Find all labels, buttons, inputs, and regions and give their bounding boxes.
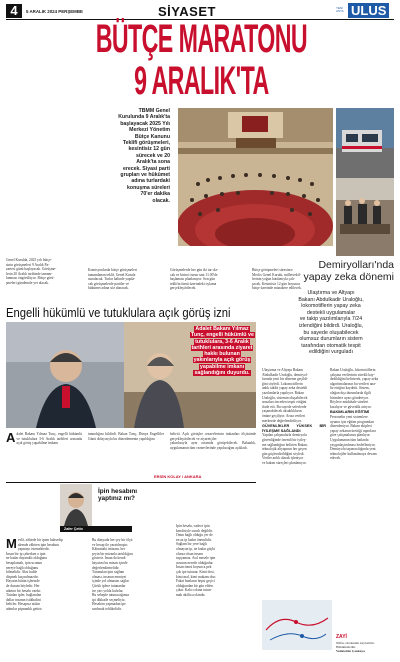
issue-date: 5 ARALIK 2024 PERŞEMBE bbox=[26, 9, 83, 14]
body-line: içinde yol almasını sağlar. bbox=[92, 579, 130, 584]
body-line: olmayan ip, ne kadar güçlü bbox=[176, 546, 216, 551]
lead-line: edildiğini vurguladı bbox=[309, 349, 353, 356]
rail-map-graphic bbox=[262, 600, 332, 650]
body-line: arızaları önceden tespit ettiğini bbox=[262, 400, 307, 405]
body-line: larında yeni bir döneme geçildi- bbox=[262, 377, 309, 382]
body-line: şmeleri gündemde yer alacak. bbox=[6, 280, 49, 285]
body-line: değerlendirmelidir. bbox=[92, 565, 120, 570]
body-line: Görüşmelerde her gün iki tur ola- bbox=[170, 268, 219, 272]
body-column bbox=[6, 538, 86, 612]
body-line: lerinin yoğun katılımıyla çalı- bbox=[252, 277, 296, 282]
body-line: hükümet adına söz alınacak. bbox=[88, 286, 129, 291]
body-line: Uygulamanın tüm hatlarda bbox=[330, 437, 369, 442]
body-line: teknolojiler kullanılmaya devam bbox=[330, 451, 377, 456]
lead-line: adına turlardaki bbox=[131, 178, 170, 185]
body-line: Genel Kurulda, 2025 yılı bütçe- bbox=[6, 258, 52, 262]
body-line: Onun bağlı olduğu yer de bbox=[176, 533, 213, 538]
page-header bbox=[6, 4, 394, 18]
column-body bbox=[6, 524, 256, 656]
body-line: başlaması planlanıyor. Son gün bbox=[170, 277, 215, 282]
logo-small-text: YENİ ASYA bbox=[336, 6, 344, 14]
body-line: Komisyonlarda bütçe görüşmeleri bbox=[88, 268, 137, 272]
dropcap: A bbox=[6, 432, 16, 445]
body-line: belirler. Hesapsız atılan bbox=[6, 602, 40, 607]
body-column bbox=[176, 524, 256, 598]
lead-line: grupları ve hükümet bbox=[120, 172, 170, 179]
body-column bbox=[88, 432, 164, 441]
body-line: olması, insanın emniyet bbox=[92, 574, 127, 579]
body-line: Hayatın bütün işlerinde bbox=[6, 579, 40, 584]
body-column bbox=[262, 368, 326, 465]
body-paragraph: dalet Bakanı Yılmaz Tunç, engelli hükümlü ve tutuklulara 3-6 Aralık tarihleri arasında açık görüş yapabilme imkanı bbox=[16, 432, 82, 446]
body-line: bütçe üzerinde müzakere edilecek. bbox=[252, 286, 302, 291]
body-line: İnsan bir ip çekerken o ipin bbox=[6, 551, 46, 556]
right-story-body bbox=[262, 368, 394, 600]
story2-byline: ERSİN KOLAY / ANKARA bbox=[154, 474, 202, 479]
page-number: 4 bbox=[6, 4, 22, 18]
body-line: yazılımlarla yapılıyor. Bakan bbox=[262, 390, 304, 395]
body-line: lerin 20 Aralık tarihinde tamam- bbox=[6, 271, 53, 276]
body-line: ne kadar dayanıklı olduğunu bbox=[6, 556, 48, 561]
body-line: çalışma verilerinin sürekli kay- bbox=[330, 372, 375, 377]
body-line: bilmelidir. Aksi halde bbox=[6, 570, 38, 575]
body-line: Bu sebeple tutunacağımız bbox=[92, 593, 130, 598]
body-line: yapay zekanın ürettiği raporlara bbox=[330, 428, 376, 433]
body-line: ve bakım süreçleri planlanıyor. bbox=[262, 460, 307, 465]
body-line: hayatını bu mizan içinde bbox=[92, 560, 128, 565]
body-line: ipi dikkatle seçmeliyiz. bbox=[92, 597, 126, 602]
quote-text: Adalet Bakanı Yılmaz Tunç, engelli hükümlü ve tutuklulara, 3-6 Aralık tarihleri arasında ziyaret hakkı bulunan yakınlarıyla açık görüş yapabilme imkanı sağlandığını duyurdu. bbox=[191, 326, 254, 377]
lead-line: Teklifi görüşmeleri, bbox=[122, 140, 170, 147]
body-column bbox=[330, 368, 394, 461]
body-line: sunulacak. Turlar halinde yapıla- bbox=[88, 277, 136, 282]
subheading: GÜVENLİKLER YÜKSEK BİR İYİLEŞME SAĞLANDI bbox=[262, 424, 326, 433]
lead-line: olacak. bbox=[152, 197, 170, 204]
body-line: Bakan Uraloğlu, lokomotiflerin bbox=[330, 368, 376, 372]
title-line: İpin hesabını bbox=[98, 488, 138, 495]
body-line: cak görüşmelerde partiler ve bbox=[88, 281, 130, 286]
body-paragraph: belirtti. Açık görüşler cezaevlerinin imkanları ölçüsünde gerçekleştirilecek ve ziyaretçiler bbox=[170, 432, 256, 441]
body-line: Böylece müdahale süreleri bbox=[330, 400, 369, 405]
lead-line: olumsuz durumların sistem bbox=[299, 336, 363, 343]
story2-quote bbox=[190, 326, 254, 376]
lead-line: ve takip yazılımlarıyla 7/24 bbox=[299, 316, 363, 323]
column-divider bbox=[6, 482, 256, 483]
notice-line: Vedatettin Çankaya bbox=[336, 649, 365, 654]
body-line: İpin hesabı, sadece ipin bbox=[176, 524, 210, 528]
dropcap: M bbox=[6, 538, 17, 551]
lead-line: izlendiğini bildirdi. Uraloğlu, bbox=[298, 322, 364, 329]
title-line: yaptınız mı? bbox=[98, 495, 135, 503]
column-author: Zafer Çetin bbox=[60, 526, 132, 532]
body-line: sarılmak tehlikelidir. bbox=[92, 606, 122, 611]
parliament-photo bbox=[178, 108, 333, 246]
minister-photo bbox=[6, 322, 124, 428]
right-story-lead bbox=[268, 290, 394, 356]
lead-line: bu sayede oluşabilecek bbox=[303, 329, 359, 336]
body-column bbox=[6, 432, 82, 446]
train-photo bbox=[336, 108, 394, 178]
story2-headline: Engelli hükümlü ve tutuklulara açık görüş izni bbox=[6, 306, 231, 320]
title-line: Demiryolları'nda bbox=[318, 259, 394, 271]
logo-main-text: ULUS bbox=[348, 3, 389, 18]
body-line: kimi mal, kimi makam olur. bbox=[176, 574, 217, 579]
body-line: algoritmalarının bu verileri ana- bbox=[330, 381, 377, 386]
meeting-photo bbox=[336, 178, 394, 256]
lead-line: Merkezi Yönetim bbox=[129, 127, 170, 134]
body-line: sinin görüşmeleri 9 Aralık Pa- bbox=[6, 262, 50, 267]
body-column bbox=[6, 258, 82, 286]
newspaper-logo bbox=[336, 4, 394, 18]
zayi-notice-title: ZAYİ bbox=[336, 634, 347, 640]
body-line: olursa olsun insanı bbox=[176, 551, 203, 556]
body-line: olduğundan bir gün elden bbox=[176, 583, 213, 588]
body-column bbox=[170, 268, 246, 291]
body-line: hesaplamalı, ipin ucunun bbox=[6, 560, 43, 565]
body-line: mak akıllıca olandır. bbox=[176, 592, 206, 597]
body-line: Kâinattaki intizam, her bbox=[92, 547, 126, 552]
body-line: Meclis Genel Kurulu, milletvekil- bbox=[252, 272, 301, 277]
column-title bbox=[98, 488, 138, 502]
body-line: ğini söyledi. Lokomotiflerin bbox=[262, 381, 303, 386]
body-line: teknolojik altyapının her geçen bbox=[262, 447, 307, 452]
body-line: Hesabını yapmadan ipe bbox=[92, 602, 126, 607]
lead-line: erecek. Siyasi parti bbox=[122, 165, 170, 172]
body-line: Demiryolu taşımacılığında yeni bbox=[330, 447, 376, 452]
body-line: dedildiğini belirterek, yapay zeka bbox=[330, 377, 379, 382]
body-line: Çürük iplere tutunanlar bbox=[92, 583, 126, 588]
body-line: düzenleniyor. Bakım ekipleri bbox=[330, 424, 372, 429]
body-line: düşmek kaçınılmazdır. bbox=[6, 574, 39, 579]
body-line: edecek. bbox=[330, 456, 341, 461]
body-line: önüne geçiliyor. Arıza verileri bbox=[262, 413, 306, 418]
body-line: tamamlanan teklif, Genel Kurula bbox=[88, 272, 136, 277]
right-story-title bbox=[262, 260, 394, 283]
zayi-notice-text bbox=[336, 641, 394, 654]
body-line: olağan dışı durumlarda ilgili bbox=[330, 390, 371, 395]
body-line: Tutulan ipler, bağlanılan bbox=[6, 593, 42, 598]
lead-line: TBMM Genel bbox=[138, 108, 170, 114]
body-line: ucunun nerede olduğudur. bbox=[176, 560, 214, 565]
lead-line: sürecek ve 20 bbox=[135, 152, 170, 159]
lead-line: kesintisiz 12 gün bbox=[128, 146, 170, 153]
body-line: ve hesap ile yaratılmıştır. bbox=[92, 542, 129, 547]
lead-line: tarafından otomatik tespit bbox=[301, 342, 361, 349]
body-line: anlık takibi yapay zeka destekli bbox=[262, 386, 308, 391]
subheading: BAKIMLARIN EĞİTİMİ bbox=[330, 410, 370, 415]
body-line: teklifin tümü üzerindeki oylama bbox=[170, 281, 217, 286]
body-column bbox=[92, 538, 172, 612]
body-line: yapmayı istemektedir. bbox=[17, 547, 50, 552]
body-line: gösterir. İnsan da kendi bbox=[92, 556, 126, 561]
lead-line: lokomotiflerin yapay zeka bbox=[301, 303, 361, 310]
body-line: en az ip kadar önemlidir. bbox=[176, 537, 212, 542]
lead-line: Bakanı Abdulkadir Uraloğlu, bbox=[298, 296, 364, 303]
body-line: alemde zâhiren ipin hesabını bbox=[17, 542, 60, 547]
title-line: yapay zeka dönemi bbox=[303, 270, 394, 283]
body-line: gerçekleştirilecek. bbox=[170, 286, 197, 291]
body-column bbox=[88, 268, 164, 291]
lead-line: başlayacak 2025 Yılı bbox=[120, 120, 170, 127]
lead-line: Aralık'ta sona bbox=[136, 159, 170, 166]
body-line: Tutunulan ipin sağlam bbox=[92, 570, 125, 575]
body-line: kısalıyor ve güvenlik artıyor. bbox=[330, 404, 372, 409]
body-line: göre çalışmalarını planlıyor. bbox=[330, 433, 371, 438]
body-line: evlâ, zâhirde bir ipten bahsedip bbox=[17, 538, 63, 542]
body-line: Yapılan çalışmalarla demiryolu bbox=[262, 433, 307, 438]
body-line: me sağlandığını belirten Bakan, bbox=[262, 442, 308, 447]
body-line: Uraloğlu, sistemin oluşabilecek bbox=[262, 395, 308, 400]
lead-line: Kurulunda 9 Aralık'ta bbox=[118, 114, 170, 121]
body-line: dallar insanın istikbalini bbox=[6, 597, 41, 602]
lead-line: konuşma süreleri bbox=[127, 184, 170, 191]
section-title: SİYASET bbox=[158, 4, 216, 19]
body-line: de durum böyledir. Her bbox=[6, 583, 40, 588]
body-line: Personelin yeni sistemlere bbox=[330, 414, 368, 419]
body-line: Bu dünyada her şey bir ölçü bbox=[92, 538, 133, 542]
body-line: Abdulkadir Uraloğlu, demiryol- bbox=[262, 372, 309, 377]
body-line: Ulaştırma ve Altyapı Bakanı bbox=[262, 368, 304, 372]
body-column bbox=[170, 432, 256, 450]
body-line: şacak. Kesintisiz 12 gün boyunca bbox=[252, 281, 301, 286]
story2-body bbox=[6, 432, 256, 480]
body-line: Sağlam bir yere bağlı bbox=[176, 542, 207, 547]
body-line: adımın bir hesabı vardır. bbox=[6, 588, 42, 593]
body-line: ise yarı yolda kalırlar. bbox=[92, 588, 124, 593]
body-line: çıkar. Kalıcı olana tutun- bbox=[176, 588, 212, 593]
main-headline-line-2: 9 ARALIK'TA bbox=[134, 59, 269, 103]
main-story-lead bbox=[96, 108, 170, 204]
main-headline-line-1: BÜTÇE MARATONU bbox=[95, 17, 308, 61]
body-line: ifade etti. Bu sayede seferlerde bbox=[262, 404, 307, 409]
body-line: Veriler anlık olarak işleniyor bbox=[262, 456, 304, 461]
body-line: Fakat bunların hepsi geçici bbox=[176, 579, 215, 584]
body-paragraph: tanındığını bildirdi. Bakan Tunç, Dünya Engelliler Günü dolayısıyla bu düzenlemenin yapıldığını bbox=[88, 432, 164, 441]
body-line: Bütçe görüşmeleri süresince bbox=[252, 268, 293, 272]
lead-line: Bütçe Kanunu bbox=[134, 133, 170, 140]
notice-line: Nüfus cüzdanımı kaybettim. bbox=[336, 641, 375, 645]
body-line: merkezde değerlendiriliyor. bbox=[262, 418, 302, 423]
body-line: yaygınlaştırılması hedefleniyor. bbox=[330, 442, 376, 447]
body-line: çok ipe tutunur. Kimi dost, bbox=[176, 569, 215, 574]
body-line: zartesi günü başlayacak. Görüşme- bbox=[6, 267, 57, 272]
body-line: nereye bağlı olduğunu bbox=[6, 565, 39, 570]
notice-line: Hükümsüzdür. bbox=[336, 645, 356, 650]
body-line: birimlere uyarı gönderiyor. bbox=[330, 395, 369, 400]
body-line: İnsan ömrü boyunca pek bbox=[176, 565, 212, 570]
body-line: gün güçlendirildiğini söyledi. bbox=[262, 451, 305, 456]
body-line: şeyin bir mizanla tartıldığını bbox=[92, 551, 133, 556]
body-line: uyumu için eğitim programları bbox=[330, 419, 375, 424]
author-photo bbox=[60, 484, 92, 526]
lead-line: 70'er dakika bbox=[140, 191, 170, 198]
body-line: cak ve birinci turun saat 11.00'de bbox=[170, 272, 218, 277]
body-line: güvenliğinde önemli bir iyileş- bbox=[262, 437, 307, 442]
body-line: taşıyamaz. Asıl mesele ipin bbox=[176, 556, 216, 561]
lead-line: destekli uygulamalar bbox=[306, 309, 356, 316]
body-line: liz ettiğini kaydetti. Sistem, bbox=[330, 386, 370, 391]
lead-line: Ulaştırma ve Altyapı bbox=[307, 290, 355, 296]
body-paragraph: yakınlarıyla aynı ortamda görüşebilecek. Bakanlık, uygulamanın tüm cezaevlerinde yapılacağını açıkladı. bbox=[170, 441, 256, 450]
body-line: kendisiyle sınırlı değildir. bbox=[176, 528, 213, 533]
body-line: lanması öngörülüyor. Bütçe görü- bbox=[6, 276, 55, 281]
body-line: yaşanabilecek aksaklıkların bbox=[262, 409, 302, 414]
body-line: adımlar pişmanlık getirir. bbox=[6, 606, 43, 611]
